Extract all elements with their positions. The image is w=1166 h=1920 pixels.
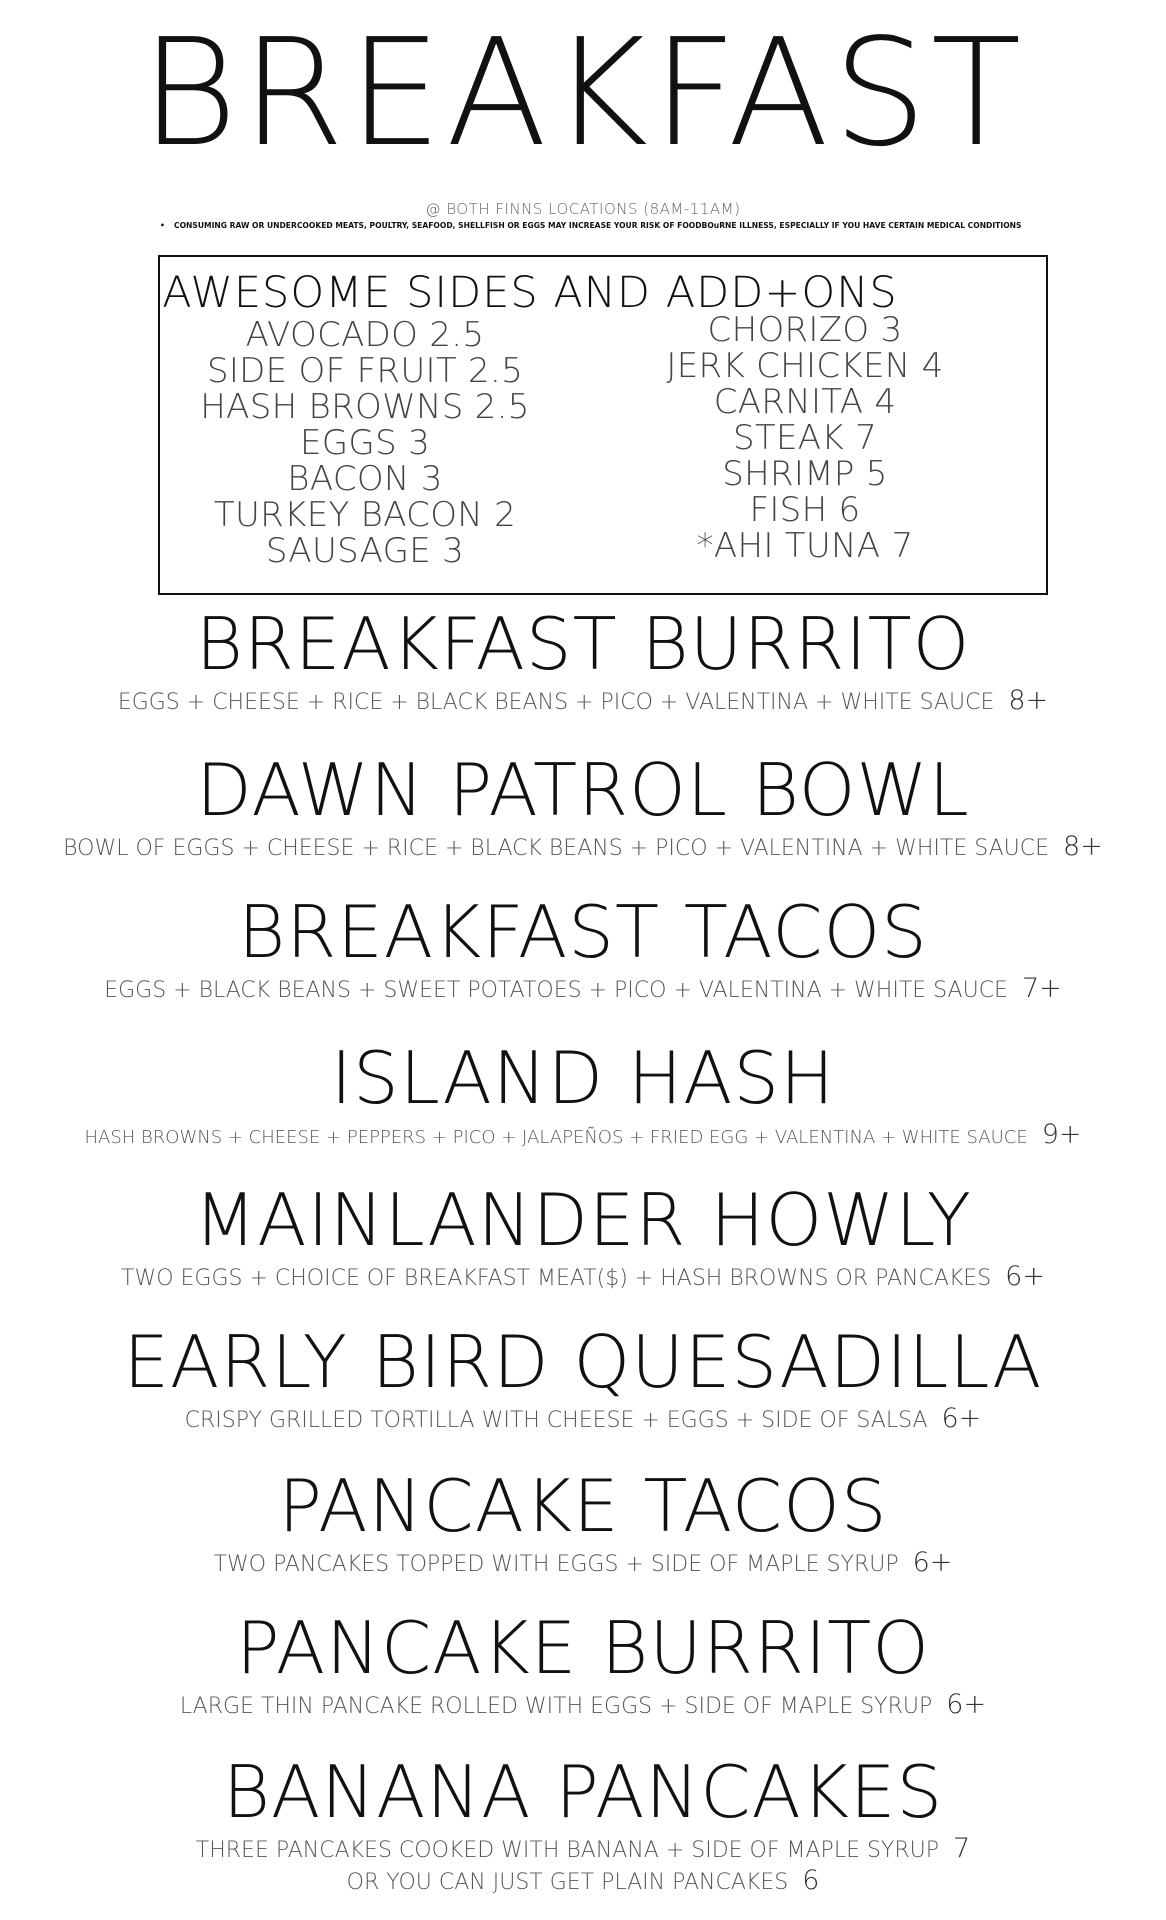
menu-item-breakfast-tacos: [0, 890, 1166, 1006]
item-name: DAWN PATROL BOWL: [196, 748, 970, 832]
item-description-line: [0, 686, 1166, 718]
item-price: 9+: [1041, 1119, 1082, 1150]
item-price: 6+: [912, 1547, 953, 1578]
item-price: 6+: [1005, 1261, 1045, 1292]
item-description: BOWL OF EGGS + CHEESE + RICE + BLACK BEANS + PICO + VALENTINA + WHITE SAUCE: [63, 836, 1050, 861]
menu-item-early-bird-quesadilla: [0, 1320, 1166, 1436]
item-name: PANCAKE TACOS: [278, 1464, 888, 1548]
sides-box: [158, 255, 1048, 595]
item-description-2: OR YOU CAN JUST GET PLAIN PANCAKES: [346, 1870, 789, 1895]
side-item: BACON 3: [287, 459, 443, 499]
side-item: EGGS 3: [300, 423, 430, 463]
sides-column-right: [620, 312, 990, 564]
item-description: TWO PANCAKES TOPPED WITH EGGS + SIDE OF MAPLE SYRUP: [213, 1552, 899, 1577]
menu-item-island-hash: [0, 1036, 1166, 1153]
item-description: THREE PANCAKES COOKED WITH BANANA + SIDE OF MAPLE SYRUP: [195, 1838, 940, 1863]
side-item: SIDE OF FRUIT 2.5: [206, 351, 524, 391]
item-description: EGGS + CHEESE + RICE + BLACK BEANS + PICO + VALENTINA + WHITE SAUCE: [117, 690, 995, 715]
side-item: *AHI TUNA 7: [696, 526, 914, 566]
item-description-line: [0, 1404, 1166, 1436]
menu-item-pancake-tacos: [0, 1464, 1166, 1580]
item-name: BREAKFAST BURRITO: [195, 602, 971, 686]
item-name: BANANA PANCAKES: [222, 1750, 944, 1834]
item-description-line: [0, 1262, 1166, 1294]
item-description: CRISPY GRILLED TORTILLA WITH CHEESE + EGGS + SIDE OF SALSA: [184, 1408, 928, 1433]
side-item: CHORIZO 3: [707, 310, 903, 350]
side-item: FISH 6: [749, 490, 861, 530]
side-item: SAUSAGE 3: [265, 531, 465, 571]
menu-item-breakfast-burrito: [0, 602, 1166, 718]
disclaimer-text: CONSUMING RAW OR UNDERCOOKED MEATS, POULTRY, SEAFOOD, SHELLFISH OR EGGS MAY INCREASE YOUR RISK OF FOODBOuRNE ILLNESS, ESPECIALLY IF YOU HAVE CERTAIN MEDICAL CONDITIONS: [174, 221, 1022, 230]
item-description-line: [0, 1690, 1166, 1722]
side-item: JERK CHICKEN 4: [666, 346, 944, 386]
item-description-line: [0, 974, 1166, 1006]
item-name: MAINLANDER HOWLY: [194, 1178, 972, 1262]
side-item: TURKEY BACON 2: [213, 495, 517, 535]
side-item: CARNITA 4: [713, 382, 897, 422]
item-description-line: [0, 1834, 1166, 1866]
item-name: PANCAKE BURRITO: [236, 1606, 930, 1690]
item-description-line: [0, 1120, 1166, 1153]
item-price-2: 6: [802, 1865, 820, 1896]
item-description: HASH BROWNS + CHEESE + PEPPERS + PICO + JALAPEÑOS + FRIED EGG + VALENTINA + WHITE SAUCE: [84, 1127, 1028, 1148]
menu-item-banana-pancakes: [0, 1750, 1166, 1898]
menu-item-pancake-burrito: [0, 1606, 1166, 1722]
food-safety-disclaimer: [160, 221, 1060, 231]
bullet-icon: •: [160, 221, 165, 230]
side-item: AVOCADO 2.5: [245, 315, 485, 355]
item-price: 8+: [1063, 831, 1103, 862]
item-price: 6+: [941, 1403, 982, 1434]
menu-item-dawn-patrol-bowl: [0, 748, 1166, 864]
item-description-line: [0, 1548, 1166, 1580]
item-description: EGGS + BLACK BEANS + SWEET POTATOES + PICO + VALENTINA + WHITE SAUCE: [104, 978, 1008, 1003]
page-title: BREAKFAST: [140, 7, 1026, 179]
item-description: TWO EGGS + CHOICE OF BREAKFAST MEAT($) + HASH BROWNS OR PANCAKES: [121, 1266, 992, 1291]
item-price: 6+: [946, 1689, 987, 1720]
sides-title: AWESOME SIDES AND ADD+ONS: [162, 268, 898, 318]
item-name: ISLAND HASH: [330, 1036, 836, 1120]
locations-hours: @ BOTH FINNS LOCATIONS (8AM-11AM): [425, 200, 741, 218]
item-description-line-2: [0, 1866, 1166, 1898]
item-name: BREAKFAST TACOS: [238, 890, 928, 974]
item-price: 7: [953, 1833, 971, 1864]
item-price: 8+: [1008, 685, 1049, 716]
item-description: LARGE THIN PANCAKE ROLLED WITH EGGS + SIDE OF MAPLE SYRUP: [179, 1694, 933, 1719]
side-item: STEAK 7: [733, 418, 877, 458]
side-item: HASH BROWNS 2.5: [200, 387, 530, 427]
sides-column-left: [180, 317, 550, 569]
item-description-line: [0, 832, 1166, 864]
side-item: SHRIMP 5: [722, 454, 888, 494]
item-name: EARLY BIRD QUESADILLA: [123, 1320, 1043, 1404]
item-price: 7+: [1021, 973, 1062, 1004]
menu-item-mainlander-howly: [0, 1178, 1166, 1294]
